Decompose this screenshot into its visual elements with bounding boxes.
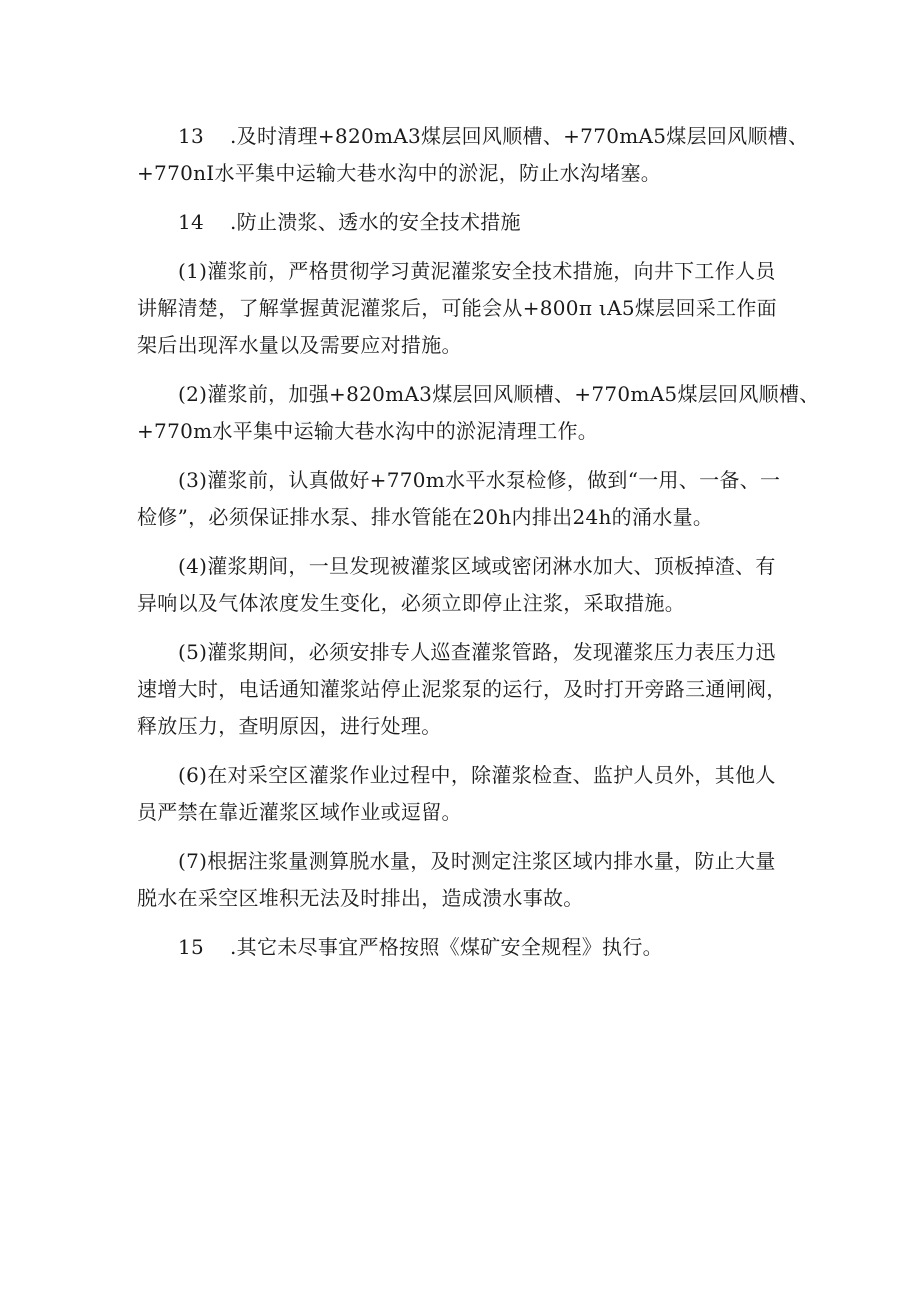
paragraph-line: (5)灌浆期间，必须安排专人巡查灌浆管路，发现灌浆压力表压力迅 [178,640,776,664]
sub-paragraph-7 [137,843,787,917]
paragraph-line: (7)根据注浆量测算脱水量，及时测定注浆区域内排水量，防止大量 [178,849,776,873]
paragraph-line: 讲解清楚，了解掌握黄泥灌浆后，可能会从+800π ιA5煤层回采工作面 [137,296,777,320]
paragraph-line: (1)灌浆前，严格贯彻学习黄泥灌浆安全技术措施，向井下工作人员 [178,259,776,283]
paragraph-line [137,118,809,155]
paragraph-line: +770m水平集中运输大巷水沟中的淤泥清理工作。 [137,419,599,443]
paragraph-line: (4)灌浆期间，一旦发现被灌浆区域或密闭淋水加大、顶板掉渣、有 [178,554,776,578]
sub-paragraph-2 [137,376,820,450]
paragraph-line: 脱水在采空区堆积无法及时排出，造成溃水事故。 [137,886,584,910]
paragraph-line: 员严禁在靠近灌浆区域作业或逗留。 [137,800,462,824]
line-text: .及时清理+820mA3煤层回风顺槽、+770mA5煤层回风顺槽、 [230,124,809,148]
sub-paragraph-4 [137,548,787,622]
sub-paragraph-1 [137,253,787,364]
numbered-paragraph-14 [137,204,787,241]
line-text: .其它未尽事宜严格按照《煤矿安全规程》执行。 [230,935,663,959]
paragraph-line [137,204,787,241]
item-number: 14 [178,210,205,234]
numbered-paragraph-15 [137,929,787,966]
paragraph-line: (6)在对采空区灌浆作业过程中，除灌浆检查、监护人员外，其他人 [178,763,776,787]
item-number: 15 [178,935,205,959]
line-text: .防止溃浆、透水的安全技术措施 [230,210,521,234]
paragraph-line: (3)灌浆前，认真做好+770m水平水泵检修，做到“一用、一备、一 [178,468,781,492]
sub-paragraph-6 [137,757,787,831]
paragraph-line: (2)灌浆前，加强+820mA3煤层回风顺槽、+770mA5煤层回风顺槽、 [178,382,820,406]
paragraph-line: 释放压力，查明原因，进行处理。 [137,714,442,738]
document-body [137,118,820,966]
numbered-paragraph-13 [137,118,809,192]
paragraph-line: 速增大时，电话通知灌浆站停止泥浆泵的运行，及时打开旁路三通闸阀， [137,677,787,701]
paragraph-line: 异响以及气体浓度发生变化，必须立即停止注浆，采取措施。 [137,591,686,615]
paragraph-line: +770nI水平集中运输大巷水沟中的淤泥，防止水沟堵塞。 [137,161,662,185]
sub-paragraph-5 [137,634,787,745]
item-number: 13 [178,124,205,148]
sub-paragraph-3 [137,462,787,536]
paragraph-line: 检修”，必须保证排水泵、排水管能在20h内排出24h的涌水量。 [137,505,714,529]
paragraph-line [137,929,787,966]
paragraph-line: 架后出现浑水量以及需要应对措施。 [137,333,462,357]
